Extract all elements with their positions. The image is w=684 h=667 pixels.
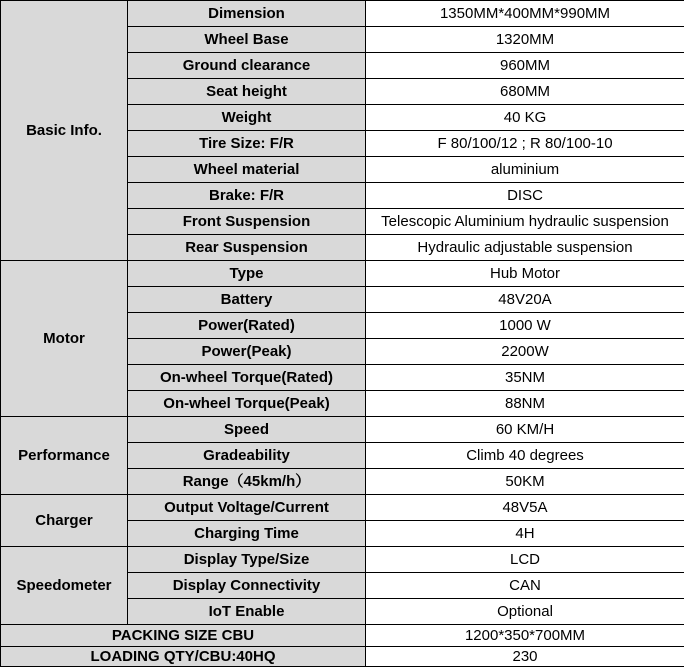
spec-value: 40 KG (366, 105, 684, 131)
category-cell-performance: Performance (1, 417, 128, 495)
spec-label: Wheel material (128, 157, 366, 183)
spec-value: 680MM (366, 79, 684, 105)
spec-label: On-wheel Torque(Peak) (128, 391, 366, 417)
spec-value: 60 KM/H (366, 417, 684, 443)
spec-label: Charging Time (128, 521, 366, 547)
spec-label: Display Type/Size (128, 547, 366, 573)
category-cell-charger: Charger (1, 495, 128, 547)
footer-row (1, 647, 684, 667)
spec-label: Gradeability (128, 443, 366, 469)
table-row (1, 261, 684, 287)
spec-label: Seat height (128, 79, 366, 105)
spec-label: Wheel Base (128, 27, 366, 53)
spec-label: Dimension (128, 1, 366, 27)
footer-value: 230 (366, 647, 684, 667)
spec-label: Weight (128, 105, 366, 131)
table-row (1, 1, 684, 27)
spec-value: 1000 W (366, 313, 684, 339)
spec-value: 4H (366, 521, 684, 547)
spec-label: Range（45km/h） (128, 469, 366, 495)
spec-label: Speed (128, 417, 366, 443)
spec-label: On-wheel Torque(Rated) (128, 365, 366, 391)
category-cell-speedometer: Speedometer (1, 547, 128, 625)
table-row (1, 417, 684, 443)
spec-label: Ground clearance (128, 53, 366, 79)
spec-value: 1320MM (366, 27, 684, 53)
spec-value: Hub Motor (366, 261, 684, 287)
spec-value: LCD (366, 547, 684, 573)
footer-value: 1200*350*700MM (366, 625, 684, 647)
spec-value: CAN (366, 573, 684, 599)
footer-label: LOADING QTY/CBU:40HQ (1, 647, 366, 667)
table-row (1, 495, 684, 521)
spec-label: Power(Rated) (128, 313, 366, 339)
footer-row (1, 625, 684, 647)
spec-label: Rear Suspension (128, 235, 366, 261)
spec-value: 48V5A (366, 495, 684, 521)
spec-value: 48V20A (366, 287, 684, 313)
spec-label: Output Voltage/Current (128, 495, 366, 521)
spec-value: Hydraulic adjustable suspension (366, 235, 684, 261)
spec-value: 1350MM*400MM*990MM (366, 1, 684, 27)
spec-value: F 80/100/12 ; R 80/100-10 (366, 131, 684, 157)
spec-label: Brake: F/R (128, 183, 366, 209)
spec-value: 2200W (366, 339, 684, 365)
spec-value: DISC (366, 183, 684, 209)
footer-label: PACKING SIZE CBU (1, 625, 366, 647)
spec-label: Battery (128, 287, 366, 313)
spec-label: IoT Enable (128, 599, 366, 625)
table-row (1, 547, 684, 573)
spec-label: Type (128, 261, 366, 287)
spec-value: 88NM (366, 391, 684, 417)
spec-label: Tire Size: F/R (128, 131, 366, 157)
spec-value: Telescopic Aluminium hydraulic suspension (366, 209, 684, 235)
spec-table-body (1, 1, 684, 667)
spec-value: 50KM (366, 469, 684, 495)
spec-value: 35NM (366, 365, 684, 391)
spec-label: Power(Peak) (128, 339, 366, 365)
category-cell-motor: Motor (1, 261, 128, 417)
spec-value: 960MM (366, 53, 684, 79)
spec-label: Front Suspension (128, 209, 366, 235)
spec-value: Optional (366, 599, 684, 625)
spec-value: Climb 40 degrees (366, 443, 684, 469)
spec-label: Display Connectivity (128, 573, 366, 599)
category-cell-basic-info: Basic Info. (1, 1, 128, 261)
spec-value: aluminium (366, 157, 684, 183)
